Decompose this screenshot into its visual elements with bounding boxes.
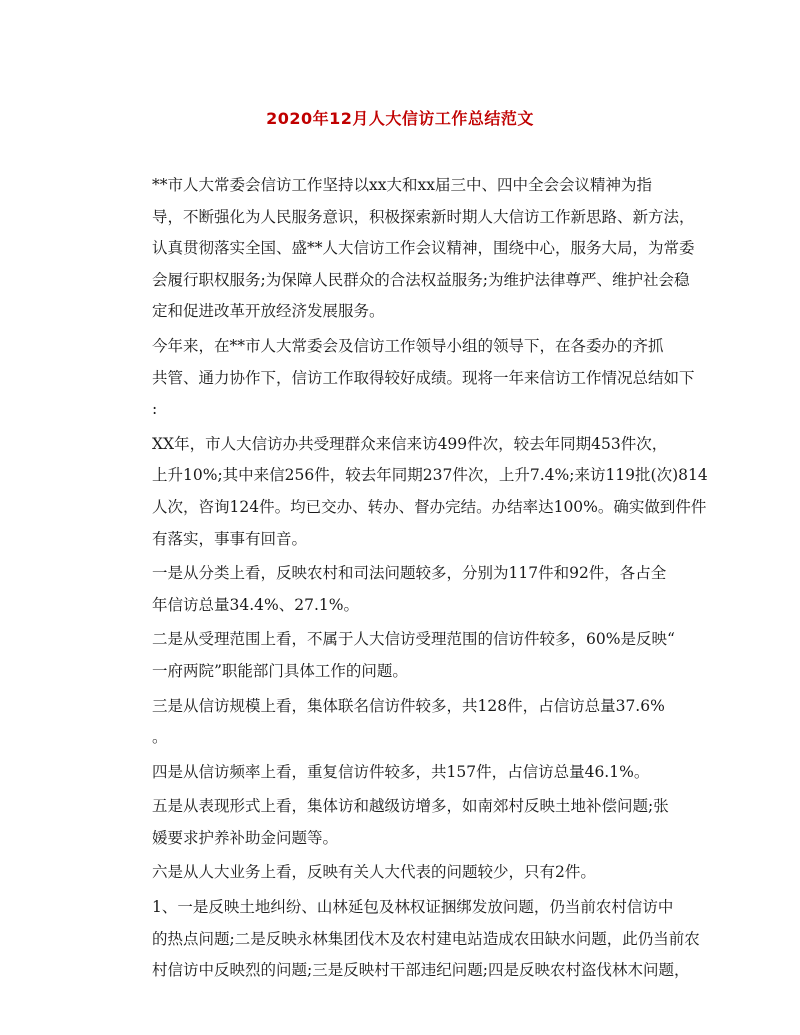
text-line: 人次，咨询124件。均已交办、转办、督办完结。办结率达100%。确实做到件件 — [152, 497, 707, 516]
text-line: 有落实，事事有回音。 — [152, 529, 308, 548]
paragraph — [121, 691, 681, 754]
paragraph — [121, 857, 681, 889]
document-title: 2020年12月人大信访工作总结范文 — [266, 109, 534, 128]
paragraph — [121, 429, 708, 555]
text-line: 导，不断强化为人民服务意识，积极探索新时期人大信访工作新思路、新方法， — [152, 207, 695, 226]
paragraph — [121, 892, 700, 987]
document-body — [121, 170, 708, 990]
paragraph — [121, 170, 695, 328]
text-line: 年信访总量34.4%、27.1%。 — [152, 595, 359, 614]
text-line: 会履行职权服务;为保障人民群众的合法权益服务;为维护法律尊严、维护社会稳 — [152, 270, 690, 289]
paragraph — [121, 624, 681, 687]
paragraph — [121, 558, 681, 621]
text-line: 1、一是反映土地纠纷、山林延包及林权证捆绑发放问题，仍当前农村信访中 — [152, 898, 674, 917]
text-line: 的热点问题;二是反映永林集团伐木及农村建电站造成农田缺水问题，此仍当前农 — [152, 929, 700, 948]
paragraph — [121, 791, 681, 854]
text-line: 二是从受理范围上看，不属于人大信访受理范围的信访件较多，60%是反映“ — [152, 630, 675, 649]
text-line: 三是从信访规模上看，集体联名信访件较多，共128件，占信访总量37.6% — [152, 696, 665, 715]
text-line: 定和促进改革开放经济发展服务。 — [152, 302, 385, 321]
text-line: 六是从人大业务上看，反映有关人大代表的问题较少，只有2件。 — [152, 863, 596, 882]
text-line: 共管、通力协作下，信访工作取得较好成绩。现将一年来信访工作情况总结如下 — [152, 368, 695, 387]
text-line: 。 — [152, 728, 168, 747]
text-line: : — [152, 400, 158, 419]
text-line: **市人大常委会信访工作坚持以xx大和xx届三中、四中全会会议精神为指 — [152, 176, 652, 194]
text-line: 村信访中反映烈的问题;三是反映村干部违纪问题;四是反映农村盗伐林木问题， — [152, 961, 690, 980]
text-line: 四是从信访频率上看，重复信访件较多，共157件，占信访总量46.1%。 — [152, 762, 650, 781]
text-line: 媛要求护养补助金问题等。 — [152, 828, 339, 847]
text-line: XX年，市人大信访办共受理群众来信来访499件次，较去年同期453件次， — [152, 434, 668, 453]
text-line: 五是从表现形式上看，集体访和越级访增多，如南郊村反映土地补偿问题;张 — [152, 797, 669, 816]
paragraph — [121, 331, 695, 426]
text-line: 上升10%;其中来信256件，较去年同期237件次，上升7.4%;来访119批(次)814 — [152, 466, 708, 485]
text-line: 一是从分类上看，反映农村和司法问题较多，分别为117件和92件，各占全 — [152, 564, 667, 583]
text-line: 认真贯彻落实全国、盛**人大信访工作会议精神，围绕中心，服务大局，为常委 — [152, 239, 695, 258]
text-line: 一府两院”职能部门具体工作的问题。 — [152, 661, 408, 680]
paragraph — [121, 757, 681, 789]
text-line: 今年来，在**市人大常委会及信访工作领导小组的领导下，在各委办的齐抓 — [152, 336, 664, 355]
